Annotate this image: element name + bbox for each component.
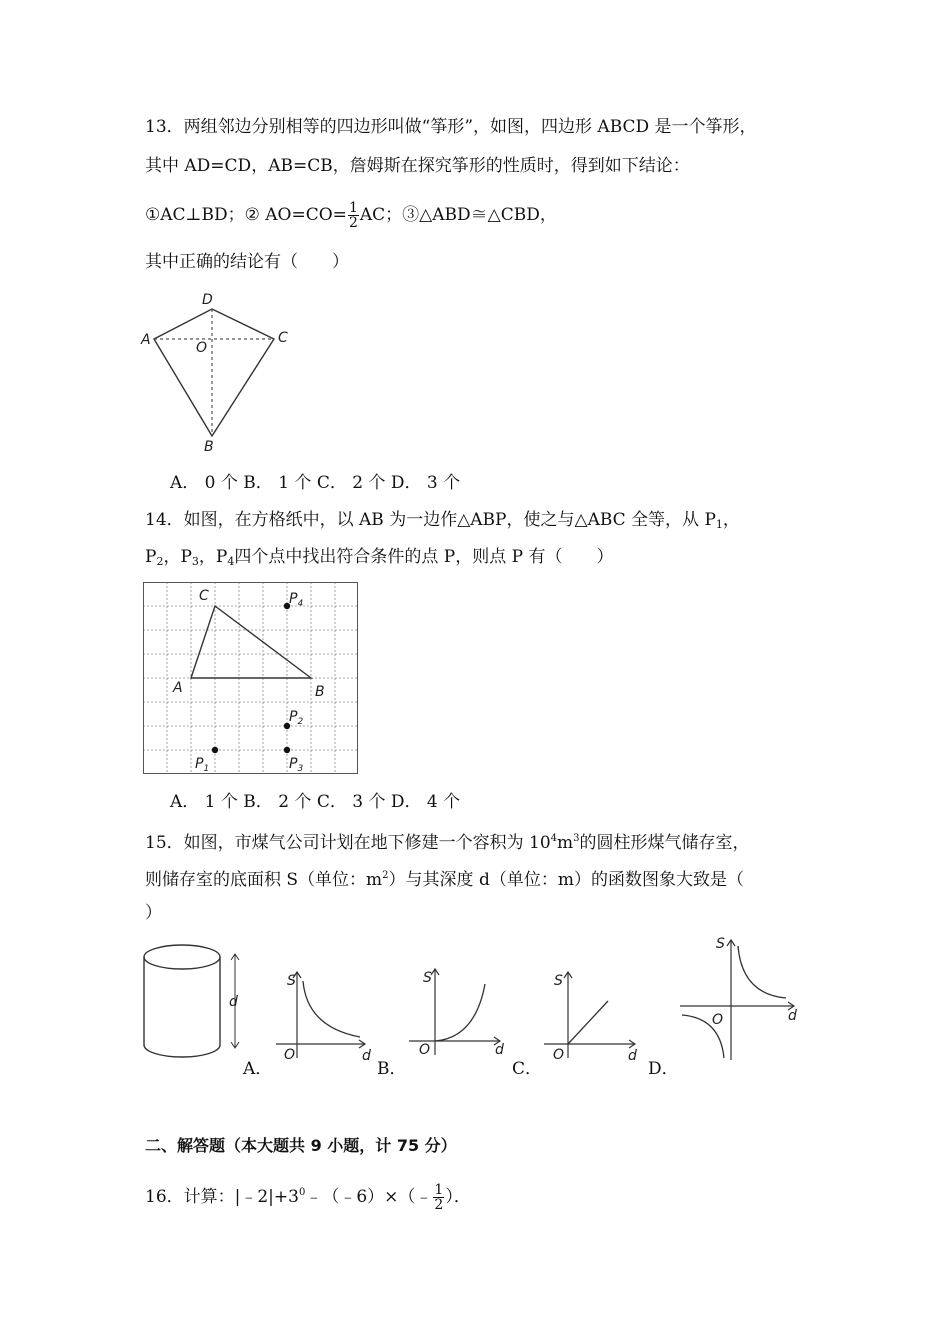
graph-hyperbola xyxy=(676,932,806,1062)
q15-line-3: ） xyxy=(145,903,162,923)
q13-frac-den: 2 xyxy=(348,215,358,231)
graph-c xyxy=(405,962,515,1062)
q15-option-c-label: C． xyxy=(512,1059,543,1079)
point-p1 xyxy=(212,747,218,753)
q16-fraction xyxy=(433,1183,444,1212)
q13-conclusions-part2: AC；③△ABD≅△CBD， xyxy=(359,205,557,225)
q15-sup-1: 4 xyxy=(550,833,558,844)
q16-frac-num: 1 xyxy=(434,1182,444,1198)
section-2-title: 二、解答题（本大题共 9 小题，计 75 分） xyxy=(145,1136,457,1155)
q14-options: A． 1 个 B． 2 个 C． 3 个 D． 4 个 xyxy=(170,792,461,812)
graph-h-label-s: S xyxy=(716,936,725,952)
graph-line-curve xyxy=(568,1001,608,1044)
kite-outline xyxy=(154,309,274,436)
q14-line-1-text: 14．如图，在方格纸中，以 AB 为一边作△ABP，使之与△ABC 全等，从 P xyxy=(145,510,716,530)
q13-conclusions-part1: ①AC⊥BD；② AO=CO= xyxy=(145,205,347,225)
graph-line-label-o: O xyxy=(553,1047,565,1063)
q16-line xyxy=(145,1182,471,1212)
q14-line-2 xyxy=(145,546,613,573)
graph-line-label-d: d xyxy=(628,1048,637,1064)
grid-label-c: C xyxy=(199,588,209,604)
grid-label-a: A xyxy=(173,680,183,696)
kite-label-o: O xyxy=(196,340,208,356)
grid-label-p2: $P_2$ xyxy=(289,709,304,727)
graph-h-curve-1 xyxy=(738,946,786,998)
cylinder-figure xyxy=(140,940,250,1065)
q14-line-1-end: ， xyxy=(722,510,740,530)
graph-line-label-s: S xyxy=(554,973,563,989)
graph-c-curve xyxy=(435,984,485,1041)
kite-figure xyxy=(140,288,300,456)
q14-p1-subscript: 1 xyxy=(715,518,723,531)
q13-conclusions xyxy=(145,201,557,230)
q13-line-2: 其中 AD=CD，AB=CB，詹姆斯在探究筝形的性质时，得到如下结论： xyxy=(145,156,690,176)
q13-frac-num: 1 xyxy=(348,200,358,216)
q15-sup-3: 2 xyxy=(382,870,389,881)
q16-prefix: 16．计算：|﹣2|+3 xyxy=(145,1187,299,1207)
graph-h-label-d: d xyxy=(788,1008,797,1024)
q15-line-1-a: 15．如图，市煤气公司计划在地下修建一个容积为 10 xyxy=(145,833,551,853)
q14-p4-subscript: 4 xyxy=(227,555,235,568)
q15-line-2 xyxy=(145,865,744,891)
q14-line-1 xyxy=(145,509,740,536)
graph-d-line xyxy=(540,965,650,1065)
q14-line-2-end: 四个点中找出符合条件的点 P，则点 P 有（ ） xyxy=(234,547,614,567)
graph-b-label-s: S xyxy=(287,973,296,989)
q16-sup: 0 xyxy=(298,1187,306,1198)
graph-b-curve xyxy=(303,981,360,1037)
q15-line-1-c: 的圆柱形煤气储存室， xyxy=(579,833,750,853)
point-p3 xyxy=(284,747,290,753)
graph-c-label-s: S xyxy=(423,970,432,986)
q13-line-4: 其中正确的结论有（ ） xyxy=(145,252,349,272)
grid-label-p3: $P_3$ xyxy=(289,756,304,774)
graph-h-label-o: O xyxy=(712,1012,724,1028)
q13-options: A． 0 个 B． 1 个 C． 2 个 D． 3 个 xyxy=(170,473,461,493)
graph-b-label-d: d xyxy=(362,1048,371,1064)
q15-line-1 xyxy=(145,828,750,854)
q14-p2-subscript: 2 xyxy=(156,555,164,568)
cylinder-top xyxy=(144,945,220,969)
kite-label-d: D xyxy=(202,292,213,308)
q16-end: ）． xyxy=(445,1187,471,1207)
q14-p4: ，P xyxy=(198,547,228,567)
grid-label-p4: $P_4$ xyxy=(289,591,304,609)
q13-fraction xyxy=(348,201,359,230)
graph-b-label-o: O xyxy=(284,1047,296,1063)
graph-c-label-d: d xyxy=(495,1042,504,1058)
q16-frac-den: 2 xyxy=(434,1197,444,1213)
graph-b xyxy=(270,965,380,1065)
q14-p2: P xyxy=(145,547,157,567)
cylinder-bottom xyxy=(144,1045,220,1057)
triangle-abc xyxy=(191,606,311,678)
q15-option-a-label: A． xyxy=(243,1059,273,1079)
grid-figure xyxy=(143,582,361,777)
q15-option-d-label: D． xyxy=(648,1059,679,1079)
kite-label-c: C xyxy=(278,330,288,346)
graph-c-label-o: O xyxy=(419,1042,431,1058)
q15-line-2-a: 则储存室的底面积 S（单位：m xyxy=(145,870,383,890)
q16-middle: ﹣（﹣6）×（﹣ xyxy=(305,1187,433,1207)
cylinder-label-d: d xyxy=(229,994,238,1010)
q15-line-1-b: m xyxy=(557,833,574,853)
q13-line-1: 13．两组邻边分别相等的四边形叫做“筝形”，如图，四边形 ABCD 是一个筝形， xyxy=(145,117,757,137)
q15-line-2-b: ）与其深度 d（单位：m）的函数图象大致是（ xyxy=(388,870,744,890)
kite-label-a: A xyxy=(141,332,151,348)
kite-label-b: B xyxy=(204,439,214,455)
q15-sup-2: 3 xyxy=(573,833,580,844)
grid-label-p1: $P_1$ xyxy=(195,756,210,774)
grid-label-b: B xyxy=(315,684,325,700)
q15-option-b-label: B． xyxy=(377,1059,407,1079)
q14-p3-subscript: 3 xyxy=(191,555,199,568)
q14-p3: ，P xyxy=(163,547,192,567)
